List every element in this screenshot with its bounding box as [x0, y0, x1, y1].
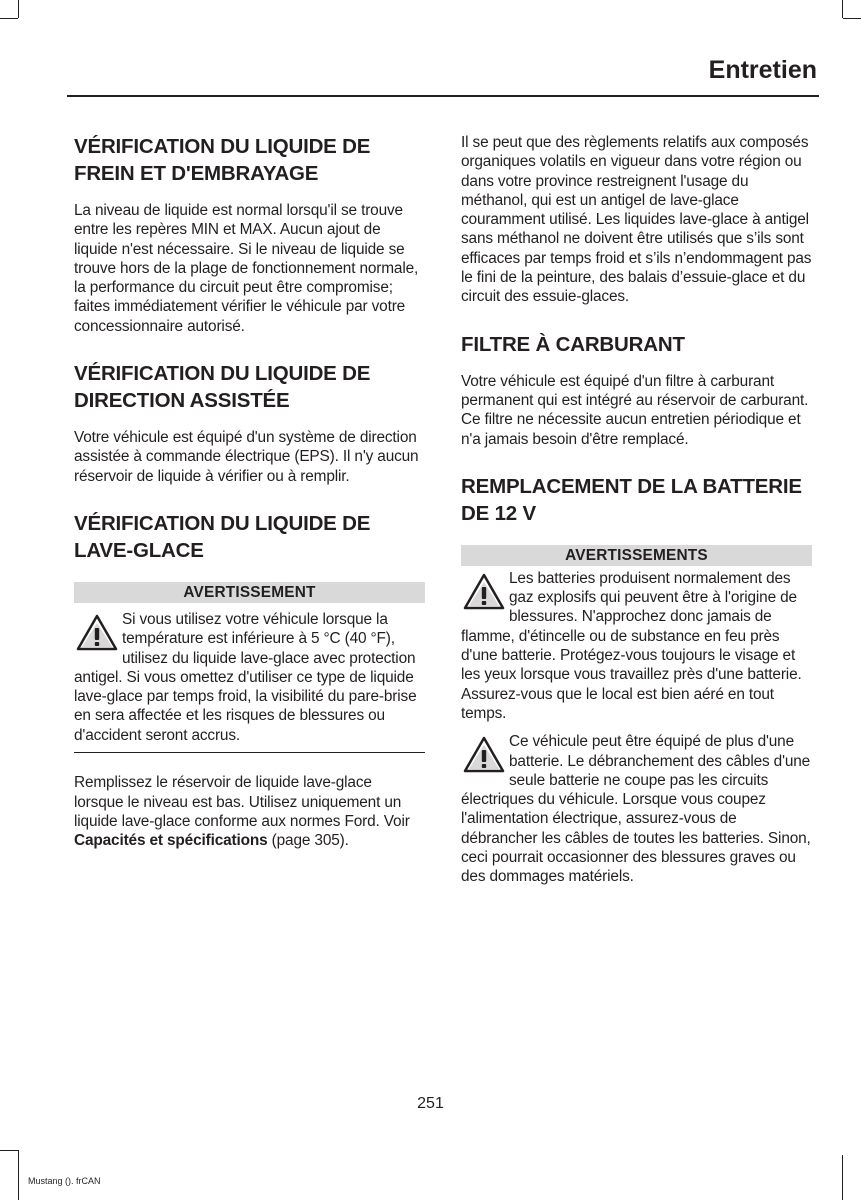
washer-fluid-heading: VÉRIFICATION DU LIQUIDE DE LAVE-GLACE: [74, 511, 371, 562]
battery-warning-1: Les batteries produisent normalement des gaz explosifs qui peuvent être à l'origine de blessures. N'approchez donc jamais de flamme, d'étincelle ou de substance en feu près d'une batterie. Protégez-vous toujours le visage et les yeux lorsque vous travaillez près d'une batterie. Assurez-vous que le local est bien aéré en tout temps.: [461, 569, 802, 722]
washer-fluid-text: [74, 773, 425, 850]
warning-triangle-icon: [461, 734, 507, 778]
crop-mark: [842, 0, 843, 18]
page-number: 251: [417, 1095, 444, 1112]
crop-mark: [0, 1150, 18, 1151]
crop-mark: [18, 1150, 19, 1200]
brake-fluid-text: La niveau de liquide est normal lorsqu'il se trouve entre les repères MIN et MAX. Aucun ajout de liquide n'est nécessaire. Si le niveau de liquide se trouve hors de la plage de fonctionnement normale, la performance du circuit peut être compromise; faites immédiatement vérifier le véhicule par votre concessionnaire autorisé.: [74, 202, 419, 335]
warning-triangle-icon: [74, 612, 120, 656]
document-id: Mustang (). frCAN: [28, 1176, 101, 1186]
crop-mark: [18, 0, 19, 18]
fuel-filter-heading: FILTRE À CARBURANT: [461, 332, 685, 356]
crop-mark: [0, 18, 18, 19]
left-column: [74, 126, 425, 851]
warning-block: [461, 569, 812, 723]
battery-warning-2: Ce véhicule peut être équipé de plus d'une batterie. Le débranchement des câbles d'une seule batterie ne coupe pas les circuits électriques du véhicule. Lorsque vous coupez l'alimentation électrique, assurez-vous de débrancher les câbles de toutes les batteries. Sinon, ceci pourrait occasionner des blessures graves ou des dommages matériels.: [461, 733, 811, 886]
fuel-filter-text: Votre véhicule est équipé d'un filtre à carburant permanent qui est intégré au réservoir de carburant. Ce filtre ne nécessite aucun entretien périodique et n'a jamais besoin d'être remplacé.: [461, 372, 809, 448]
header-divider: [67, 95, 819, 97]
page-header-title: Entretien: [708, 56, 817, 84]
warning-text: Si vous utilisez votre véhicule lorsque la température est inférieure à 5 °C (40 °F), utilisez du liquide lave-glace avec protection antigel. Si vous omettez d'utiliser ce type de liquide lave-glace par temps froid, la visibilité du pare-brise en sera affectée et les risques de blessures ou d'accident seront accrus.: [74, 610, 417, 744]
washer-fluid-text-body: Remplissez le réservoir de liquide lave-glace lorsque le niveau est bas. Utilisez uniquement un liquide lave-glace conforme aux normes Ford. Voir: [74, 774, 410, 830]
battery-replacement-heading: REMPLACEMENT DE LA BATTERIE DE 12 V: [461, 474, 802, 525]
right-column: [461, 126, 812, 887]
warning-block: [461, 732, 812, 886]
crop-mark: [843, 18, 861, 19]
page-reference: (page 305).: [267, 832, 349, 850]
power-steering-heading: VÉRIFICATION DU LIQUIDE DE DIRECTION ASSISTÉE: [74, 362, 371, 413]
brake-fluid-heading: VÉRIFICATION DU LIQUIDE DE FREIN ET D'EMBRAYAGE: [74, 135, 371, 185]
warning-heading: AVERTISSEMENT: [74, 582, 425, 603]
warning-triangle-icon: [461, 571, 507, 615]
warning-divider: [74, 752, 425, 753]
capacities-link[interactable]: Capacités et spécifications: [74, 832, 268, 850]
voc-regulation-text: Il se peut que des règlements relatifs aux composés organiques volatils en vigueur dans votre région ou dans votre province restreignent l'usage du méthanol, qui est un antigel de lave-glace couramment utilisé. Les liquides lave-glace à antigel sans méthanol ne doivent être utilisés que s’ils sont efficaces par temps froid et s’ils n’endommagent pas le fini de la peinture, des balais d’essuie-glace et du circuit des essuie-glaces.: [461, 134, 812, 306]
power-steering-text: Votre véhicule est équipé d'un système de direction assistée à commande électrique (EPS). Il n'y aucun réservoir de liquide à vérifier ou à remplir.: [74, 429, 419, 485]
warnings-heading: AVERTISSEMENTS: [461, 545, 812, 566]
warning-block: [74, 610, 425, 745]
crop-mark: [842, 1155, 843, 1200]
